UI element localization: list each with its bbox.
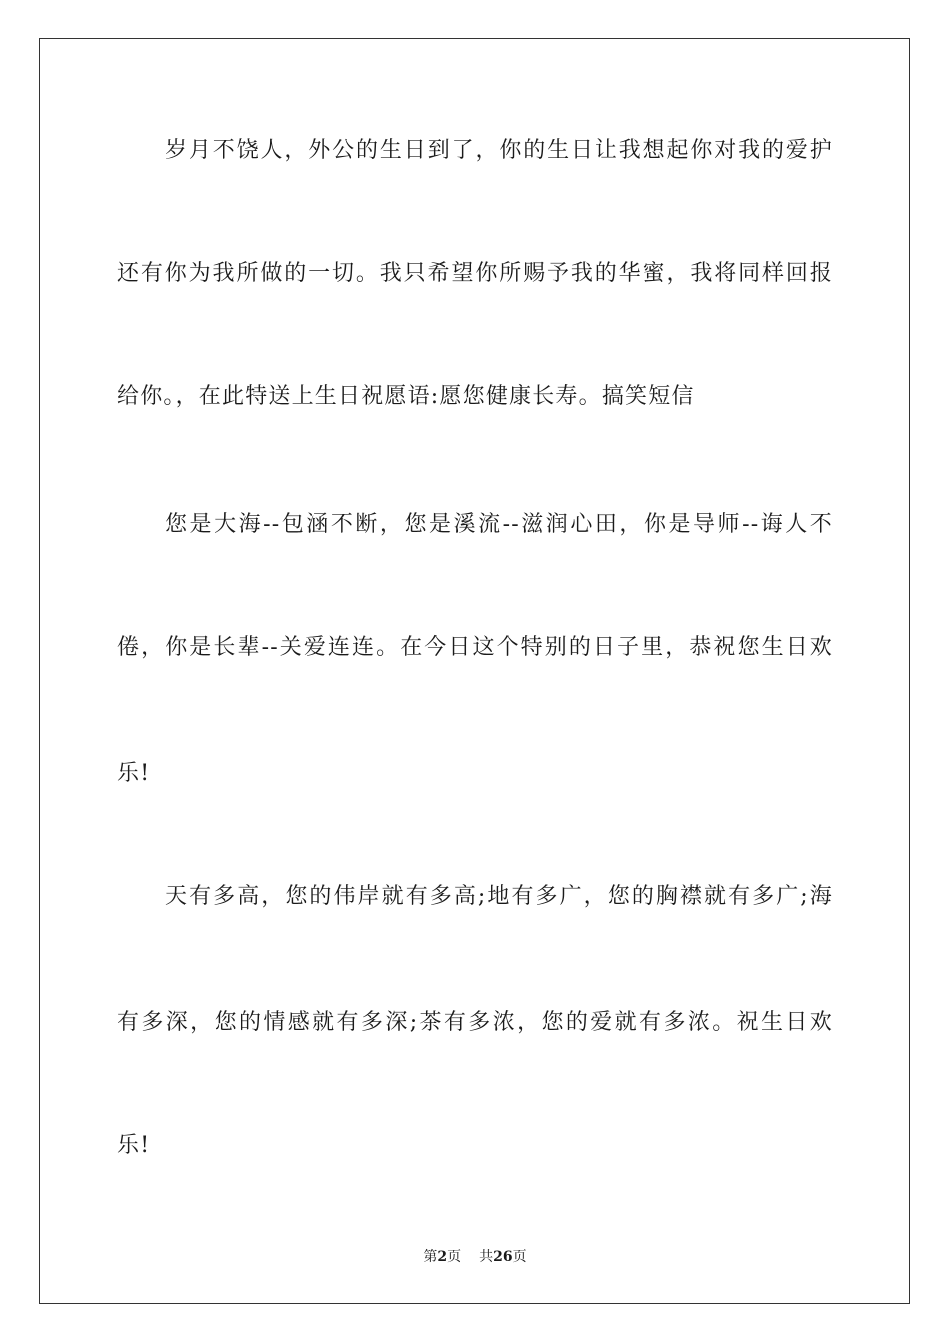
page-footer: [0, 1247, 950, 1267]
paragraph-1-line-3: 给你。，在此特送上生日祝愿语:愿您健康长寿。搞笑短信: [117, 384, 695, 409]
paragraph-2-line-1: 您是大海--包涵不断，您是溪流--滋润心田，你是导师--诲人不: [165, 512, 833, 537]
total-pages: 26: [493, 1249, 513, 1265]
paragraph-3-line-1: 天有多高，您的伟岸就有多高;地有多广，您的胸襟就有多广;海: [165, 884, 833, 909]
paragraph-3-line-3: 乐!: [117, 1133, 151, 1158]
paragraph-2-line-2: 倦，你是长辈--关爱连连。在今日这个特别的日子里，恭祝您生日欢: [117, 635, 833, 660]
page-suffix: 页: [447, 1249, 462, 1265]
paragraph-1-line-1: 岁月不饶人，外公的生日到了，你的生日让我想起你对我的爱护: [165, 138, 833, 163]
total-suffix: 页: [512, 1249, 527, 1265]
page-number: 2: [437, 1249, 448, 1265]
paragraph-2-line-3: 乐!: [117, 761, 151, 786]
paragraph-1-line-2: 还有你为我所做的一切。我只希望你所赐予我的华蜜，我将同样回报: [117, 261, 833, 286]
total-prefix: 共: [479, 1249, 494, 1265]
paragraph-3-line-2: 有多深，您的情感就有多深;茶有多浓，您的爱就有多浓。祝生日欢: [117, 1010, 833, 1035]
page-frame: [39, 38, 910, 1304]
page-prefix: 第: [423, 1249, 438, 1265]
